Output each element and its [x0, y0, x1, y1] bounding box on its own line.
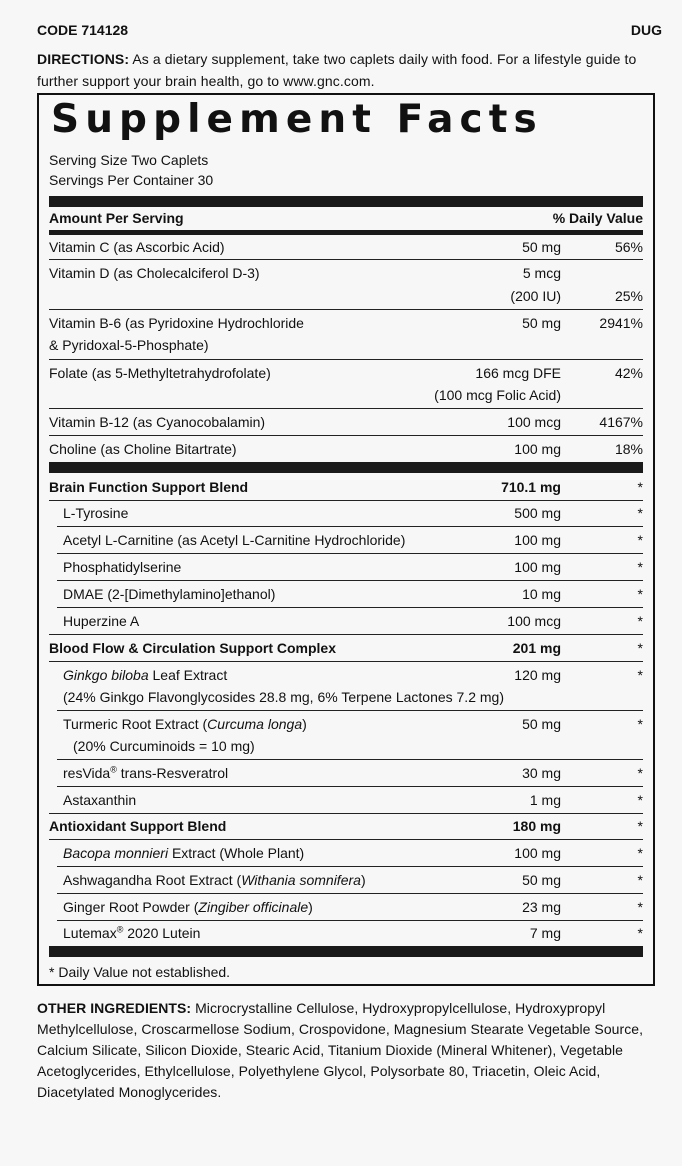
ingredient-name-post: )	[360, 872, 366, 888]
ingredient-name-latin: Bacopa monnieri	[63, 845, 169, 861]
ingredient-dv: *	[637, 899, 643, 915]
ingredient-amount: 100 mg	[514, 532, 561, 548]
row-amount: 50 mg	[522, 315, 561, 331]
medium-bar	[49, 230, 643, 235]
row-name: Vitamin B-6 (as Pyridoxine Hydrochloride	[49, 315, 304, 331]
row-dv: 56%	[614, 239, 643, 255]
row-amount: 5 mcg	[522, 265, 561, 281]
ingredient-name: Astaxanthin	[63, 792, 137, 808]
ingredient-name-latin: Curcuma longa	[207, 716, 303, 732]
row-amount: 166 mcg DFE	[475, 365, 561, 381]
ingredient-amount: 100 mg	[514, 845, 561, 861]
row-divider	[49, 259, 643, 260]
ingredient-dv: *	[637, 765, 643, 781]
directions-body: As a dietary supplement, take two caplets daily with food. For a lifestyle guide to further support your brain health, go to www.gnc.com.	[37, 51, 637, 89]
ingredient-name	[63, 896, 313, 918]
row-divider	[57, 710, 643, 711]
thick-bar	[49, 946, 643, 957]
serving-size: Serving Size Two Caplets	[49, 152, 209, 168]
thick-bar	[49, 196, 643, 207]
ingredient-name	[63, 664, 227, 686]
row-divider	[57, 759, 643, 760]
row-divider	[57, 786, 643, 787]
thick-bar	[49, 462, 643, 473]
ingredient-name-post: )	[302, 716, 307, 732]
row-dv: 25%	[614, 288, 643, 304]
ingredient-amount: 500 mg	[514, 505, 561, 521]
row-name: Vitamin B-12 (as Cyanocobalamin)	[49, 414, 266, 430]
ingredient-dv: *	[637, 505, 643, 521]
ingredient-dv: *	[637, 532, 643, 548]
ingredient-dv: *	[637, 716, 643, 732]
row-divider	[49, 359, 643, 360]
ingredient-name-rest: Extract (Whole Plant)	[168, 845, 305, 861]
daily-value-header: % Daily Value	[552, 210, 643, 226]
ingredient-name-rest: Leaf Extract	[148, 667, 228, 683]
blend-name: Blood Flow & Circulation Support Complex	[49, 640, 336, 656]
row-divider	[57, 920, 643, 921]
ingredient-name-post: )	[308, 899, 313, 915]
ingredient-amount: 10 mg	[522, 586, 561, 602]
row-amount: 50 mg	[522, 239, 561, 255]
row-divider	[57, 866, 643, 867]
row-dv: 18%	[614, 441, 643, 457]
facts-title: Supplement Facts	[51, 97, 543, 142]
ingredient-name-pre: Turmeric Root Extract (	[63, 716, 208, 732]
row-amount-detail: (200 IU)	[510, 288, 561, 304]
blend-amount: 710.1 mg	[501, 479, 561, 495]
row-divider	[49, 309, 643, 310]
ingredient-amount: 100 mg	[514, 559, 561, 575]
blend-dv: *	[637, 479, 643, 495]
ingredient-amount: 120 mg	[514, 667, 561, 683]
row-divider	[49, 634, 643, 635]
other-ingredients	[37, 998, 669, 1103]
blend-amount: 201 mg	[512, 640, 561, 656]
ingredient-amount: 50 mg	[522, 716, 561, 732]
blend-name: Antioxidant Support Blend	[49, 818, 227, 834]
row-dv: 42%	[614, 365, 643, 381]
ingredient-dv: *	[637, 872, 643, 888]
blend-dv: *	[637, 818, 643, 834]
registered-mark: ®	[116, 924, 124, 935]
row-amount: 100 mcg	[507, 414, 561, 430]
row-divider	[57, 553, 643, 554]
row-amount: 100 mg	[514, 441, 561, 457]
blend-dv: *	[637, 640, 643, 656]
blend-amount: 180 mg	[512, 818, 561, 834]
ingredient-amount: 1 mg	[529, 792, 561, 808]
ingredient-name	[63, 842, 304, 864]
other-ingredients-text: Microcrystalline Cellulose, Hydroxypropylcellulose, Hydroxypropyl Methylcellulose, Croscarmellose Sodium, Crospovidone, Magnesium Stearate Vegetable Source, Calcium Silicate, Silicon Dioxide, Stearic Acid, Titanium Dioxide (Mineral Whitener), Vegetable Acetoglycerides, Ethylcellulose, Polyethylene Glycol, Polysorbate 80, Triacetin, Oleic Acid, Diacetylated Monoglycerides.	[37, 1000, 644, 1100]
ingredient-name-pre: Ginger Root Powder (	[63, 899, 199, 915]
row-name-cont: & Pyridoxal-5-Phosphate)	[49, 337, 209, 353]
ingredient-name: L-Tyrosine	[63, 505, 129, 521]
row-name: Vitamin D (as Cholecalciferol D-3)	[49, 265, 260, 281]
amount-per-serving-header: Amount Per Serving	[49, 210, 184, 226]
ingredient-name: Acetyl L-Carnitine (as Acetyl L-Carnitine Hydrochloride)	[63, 532, 406, 548]
product-code: CODE 714128	[37, 22, 129, 38]
ingredient-amount: 23 mg	[522, 899, 561, 915]
directions-label: DIRECTIONS:	[37, 51, 130, 67]
ingredient-amount: 7 mg	[529, 925, 561, 941]
row-name: Folate (as 5-Methyltetrahydrofolate)	[49, 365, 271, 381]
row-divider	[49, 408, 643, 409]
ingredient-name-post: trans-Resveratrol	[116, 765, 229, 781]
row-divider	[49, 839, 643, 840]
ingredient-name-latin: Withania somnifera	[241, 872, 361, 888]
footnote: * Daily Value not established.	[49, 964, 231, 980]
ingredient-dv: *	[637, 792, 643, 808]
ingredient-name-pre: Ashwagandha Root Extract (	[63, 872, 242, 888]
ingredient-dv: *	[637, 845, 643, 861]
other-ingredients-label: OTHER INGREDIENTS:	[37, 1000, 192, 1016]
ingredient-amount: 50 mg	[522, 872, 561, 888]
label-header	[37, 22, 662, 40]
ingredient-name-post: 2020 Lutein	[123, 925, 201, 941]
row-divider	[49, 813, 643, 814]
ingredient-name	[63, 762, 228, 784]
row-divider	[57, 893, 643, 894]
ingredient-name-latin: Zingiber officinale	[198, 899, 309, 915]
batch-code: DUG	[630, 22, 662, 38]
ingredient-name-latin: Ginkgo biloba	[63, 667, 149, 683]
ingredient-name: Phosphatidylserine	[63, 559, 182, 575]
row-divider	[57, 580, 643, 581]
ingredient-name	[63, 922, 200, 944]
ingredient-detail: (24% Ginkgo Flavonglycosides 28.8 mg, 6% Terpene Lactones 7.2 mg)	[63, 689, 504, 705]
row-name: Choline (as Choline Bitartrate)	[49, 441, 237, 457]
ingredient-amount: 30 mg	[522, 765, 561, 781]
servings-per-container: Servings Per Container 30	[49, 172, 214, 188]
directions-text	[37, 48, 667, 92]
row-divider	[57, 607, 643, 608]
ingredient-dv: *	[637, 586, 643, 602]
row-name: Vitamin C (as Ascorbic Acid)	[49, 239, 225, 255]
ingredient-name	[63, 869, 366, 891]
row-divider	[49, 435, 643, 436]
ingredient-dv: *	[637, 667, 643, 683]
row-dv: 4167%	[599, 414, 643, 430]
ingredient-dv: *	[637, 613, 643, 629]
registered-mark: ®	[110, 764, 117, 775]
blend-name: Brain Function Support Blend	[49, 479, 249, 495]
supplement-facts-panel	[37, 93, 655, 986]
row-divider	[49, 500, 643, 501]
ingredient-name-pre: resVida	[63, 765, 111, 781]
ingredient-dv: *	[637, 559, 643, 575]
row-amount-detail: (100 mcg Folic Acid)	[434, 387, 561, 403]
ingredient-detail: (20% Curcuminoids = 10 mg)	[73, 738, 255, 754]
ingredient-name-pre: Lutemax	[63, 925, 117, 941]
row-dv: 2941%	[599, 315, 643, 331]
ingredient-name	[63, 713, 307, 735]
ingredient-amount: 100 mcg	[507, 613, 561, 629]
row-divider	[57, 526, 643, 527]
row-divider	[49, 661, 643, 662]
ingredient-name: Huperzine A	[63, 613, 140, 629]
ingredient-name: DMAE (2-[Dimethylamino]ethanol)	[63, 586, 276, 602]
ingredient-dv: *	[637, 925, 643, 941]
